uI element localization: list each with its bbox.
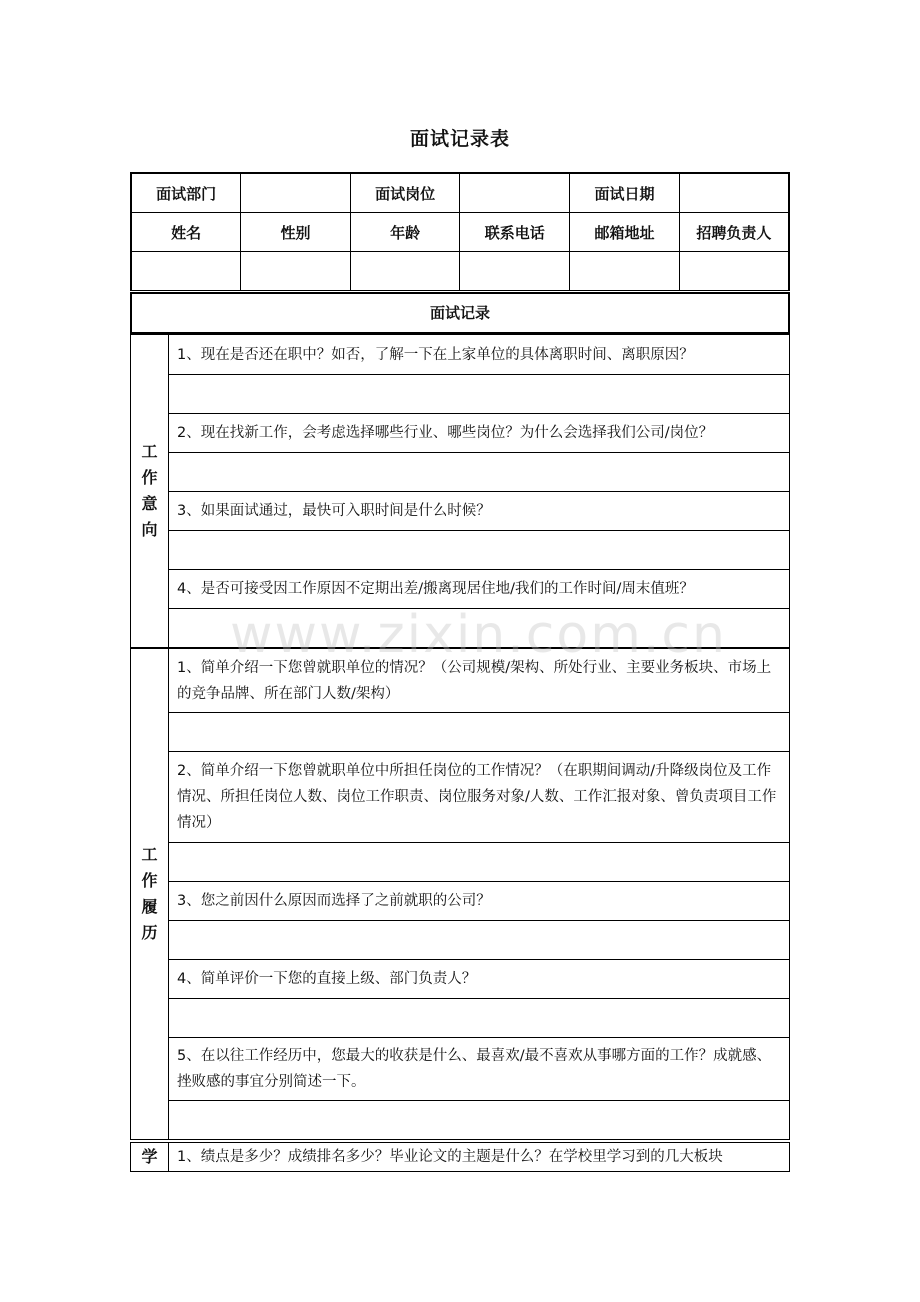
watermark: www.zixin.com.cn bbox=[230, 605, 727, 665]
department-label: 面试部门 bbox=[131, 173, 241, 213]
column-header: 性别 bbox=[241, 213, 351, 252]
department-field[interactable] bbox=[241, 173, 351, 213]
question-cell: 4、简单评价一下您的直接上级、部门负责人？ bbox=[169, 960, 790, 999]
gender-field[interactable] bbox=[241, 252, 351, 291]
date-field[interactable] bbox=[679, 173, 789, 213]
age-field[interactable] bbox=[350, 252, 460, 291]
intent-section bbox=[130, 334, 790, 648]
answer-cell[interactable] bbox=[169, 713, 790, 752]
intent-section-label: 工 作 意 向 bbox=[131, 335, 169, 648]
answer-cell[interactable] bbox=[169, 999, 790, 1038]
phone-field[interactable] bbox=[460, 252, 570, 291]
record-section-title: 面试记录 bbox=[130, 292, 790, 334]
column-header: 联系电话 bbox=[460, 213, 570, 252]
column-header: 年龄 bbox=[350, 213, 460, 252]
column-header: 姓名 bbox=[131, 213, 241, 252]
question-cell: 3、如果面试通过，最快可入职时间是什么时候？ bbox=[169, 492, 790, 531]
answer-cell[interactable] bbox=[169, 531, 790, 570]
position-field[interactable] bbox=[460, 173, 570, 213]
answer-cell[interactable] bbox=[169, 375, 790, 414]
page-title: 面试记录表 bbox=[409, 128, 510, 150]
question-cell: 2、现在找新工作，会考虑选择哪些行业、哪些岗位？为什么会选择我们公司/岗位？ bbox=[169, 414, 790, 453]
answer-cell[interactable] bbox=[169, 921, 790, 960]
column-header: 邮箱地址 bbox=[570, 213, 680, 252]
header-row-columns bbox=[131, 213, 789, 252]
header-row-labels bbox=[131, 173, 789, 213]
answer-cell[interactable] bbox=[169, 453, 790, 492]
study-section bbox=[130, 1142, 790, 1172]
header-table bbox=[130, 172, 790, 291]
question-cell: 4、是否可接受因工作原因不定期出差/搬离现居住地/我们的工作时间/周末值班？ bbox=[169, 570, 790, 609]
answer-cell[interactable] bbox=[169, 609, 790, 648]
question-cell: 1、绩点是多少？成绩排名多少？毕业论文的主题是什么？在学校里学习到的几大板块 bbox=[169, 1143, 790, 1172]
question-cell: 1、简单介绍一下您曾就职单位的情况？（公司规模/架构、所处行业、主要业务板块、市场上的竞争品牌、所在部门人数/架构） bbox=[169, 649, 790, 713]
column-header: 招聘负责人 bbox=[679, 213, 789, 252]
recruiter-field[interactable] bbox=[679, 252, 789, 291]
position-label: 面试岗位 bbox=[350, 173, 460, 213]
history-section-label: 工 作 履 历 bbox=[131, 649, 169, 1140]
date-label: 面试日期 bbox=[570, 173, 680, 213]
answer-cell[interactable] bbox=[169, 843, 790, 882]
history-section bbox=[130, 648, 790, 1140]
question-cell: 3、您之前因什么原因而选择了之前就职的公司？ bbox=[169, 882, 790, 921]
question-cell: 1、现在是否还在职中？如否，了解一下在上家单位的具体离职时间、离职原因？ bbox=[169, 335, 790, 375]
name-field[interactable] bbox=[131, 252, 241, 291]
question-cell: 2、简单介绍一下您曾就职单位中所担任岗位的工作情况？（在职期间调动/升降级岗位及工作情况、所担任岗位人数、岗位工作职责、岗位服务对象/人数、工作汇报对象、曾负责项目工作情况） bbox=[169, 752, 790, 843]
email-field[interactable] bbox=[570, 252, 680, 291]
answer-cell[interactable] bbox=[169, 1101, 790, 1140]
study-section-label: 学 bbox=[131, 1143, 169, 1172]
header-row-values bbox=[131, 252, 789, 291]
question-cell: 5、在以往工作经历中，您最大的收获是什么、最喜欢/最不喜欢从事哪方面的工作？成就感、挫败感的事宜分别简述一下。 bbox=[169, 1038, 790, 1101]
